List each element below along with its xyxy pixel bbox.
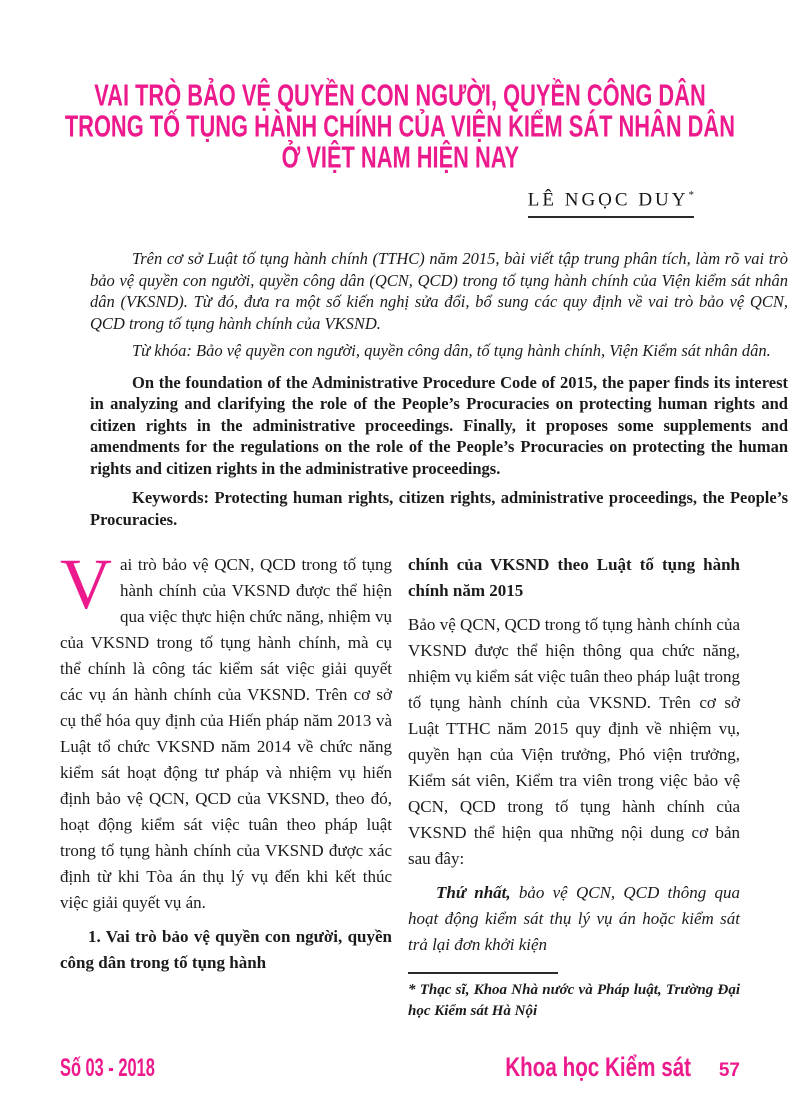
title-line-3: Ở VIỆT NAM HIỆN NAY <box>281 139 519 175</box>
body-paragraph-2: Bảo vệ QCN, QCD trong tố tụng hành chính của VKSND được thể hiện thông qua chức năng, nhiệm vụ kiểm sát việc tuân theo pháp luật trong tố tụng hành chính của VKSND. Trên cơ sở Luật TTHC năm 2015 quy định về nhiệm vụ, quyền hạn của Viện trưởng, Phó viện trưởng, Kiểm sát viên, Kiểm tra viên trong việc bảo vệ QCN, QCD trong tố tụng hành chính của VKSND thể hiện qua những nội dung cơ bản sau đây: <box>408 615 740 869</box>
keywords-en-label: Keywords: <box>132 488 209 508</box>
abstract-vietnamese: Trên cơ sở Luật tố tụng hành chính (TTHC) năm 2015, bài viết tập trung phân tích, làm rõ vai trò bảo vệ quyền con người, quyền công dân (QCN, QCD) trong tố tụng hành chính của Viện kiểm sát nhân dân (VKSND). Từ đó, đưa ra một số kiến nghị sửa đổi, bổ sung các quy định về vai trò bảo vệ QCN, QCD trong tố tụng hành chính của VKSND. <box>90 249 788 333</box>
article-title <box>0 0 800 173</box>
footnote-block <box>408 972 740 1022</box>
keywords-vi-label: Từ khóa: <box>132 341 192 361</box>
abstract-english: On the foundation of the Administrative Procedure Code of 2015, the paper finds its interest in analyzing and clarifying the role of the People’s Procuracies on protecting human rights and citizen rights in the administrative proceedings. Finally, it proposes some supplements and amendments for the regulations on the role of the People’s Procuracies on protecting the human rights and citizen rights in the administrative proceedings. <box>90 372 788 478</box>
section-heading-1-continued: chính của VKSND theo Luật tố tụng hành chính năm 2015 <box>408 555 740 601</box>
footnote-rule <box>408 972 558 974</box>
left-column <box>60 544 392 1022</box>
drop-cap: V <box>60 544 112 625</box>
right-column <box>408 552 740 1022</box>
page-footer <box>60 1052 740 1083</box>
author-footnote-mark: * <box>688 189 694 201</box>
keywords-english <box>90 487 788 530</box>
footnote-text: * Thạc sĩ, Khoa Nhà nước và Pháp luật, Trường Đại học Kiểm sát Hà Nội <box>408 982 740 1020</box>
author-row <box>0 189 800 218</box>
journal-name: Khoa học Kiểm sát <box>505 1052 691 1083</box>
body-paragraph-1 <box>60 544 392 916</box>
keywords-vietnamese <box>90 340 788 362</box>
author-name <box>528 189 694 218</box>
body-paragraph-3 <box>408 880 740 958</box>
paragraph-lead: Thứ nhất, <box>436 883 511 903</box>
title-line-1: VAI TRÒ BẢO VỆ QUYỀN CON NGƯỜI, QUYỀN CÔNG DÂN <box>94 77 706 113</box>
section-heading-1: 1. Vai trò bảo vệ quyền con người, quyền công dân trong tố tụng hành <box>60 927 392 973</box>
body-paragraph-1-text: ai trò bảo vệ QCN, QCD trong tố tụng hành chính của VKSND được thể hiện qua việc thực hiện chức năng, nhiệm vụ của VKSND trong tố tụng hành chính, mà cụ thể chính là công tác kiểm sát việc giải quyết các vụ án hành chính của VKSND. Trên cơ sở cụ thể hóa quy định của Hiến pháp năm 2013 và Luật tổ chức VKSND năm 2014 về chức năng kiểm sát hoạt động tư pháp và nhiệm vụ hiến định bảo vệ QCN, QCD của VKSND, theo đó, hoạt động kiểm sát việc tuân theo pháp luật trong tố tụng hành chính của VKSND được xác định từ khi Tòa án thụ lý vụ đến khi kết thúc việc giải quyết vụ án. <box>60 555 392 913</box>
keywords-vi-text: Bảo vệ quyền con người, quyền công dân, tố tụng hành chính, Viện Kiểm sát nhân dân. <box>191 341 771 361</box>
title-line-2: TRONG TỐ TỤNG HÀNH CHÍNH CỦA VIỆN KIỂM SÁT NHÂN DÂN <box>64 108 736 144</box>
keywords-en-text: Protecting human rights, citizen rights, administrative proceedings, the People’s Procuracies. <box>90 488 788 529</box>
article-body <box>60 544 741 1022</box>
page-number: 57 <box>718 1060 740 1081</box>
paragraph-rest: bảo vệ QCN, QCD thông qua hoạt động kiểm sát thụ lý vụ án hoặc kiểm sát trả lại đơn khởi kiện <box>408 883 741 955</box>
issue-label: Số 03 - 2018 <box>60 1054 155 1083</box>
author-name-text: LÊ NGỌC DUY <box>527 189 689 211</box>
abstract-section <box>90 248 788 530</box>
